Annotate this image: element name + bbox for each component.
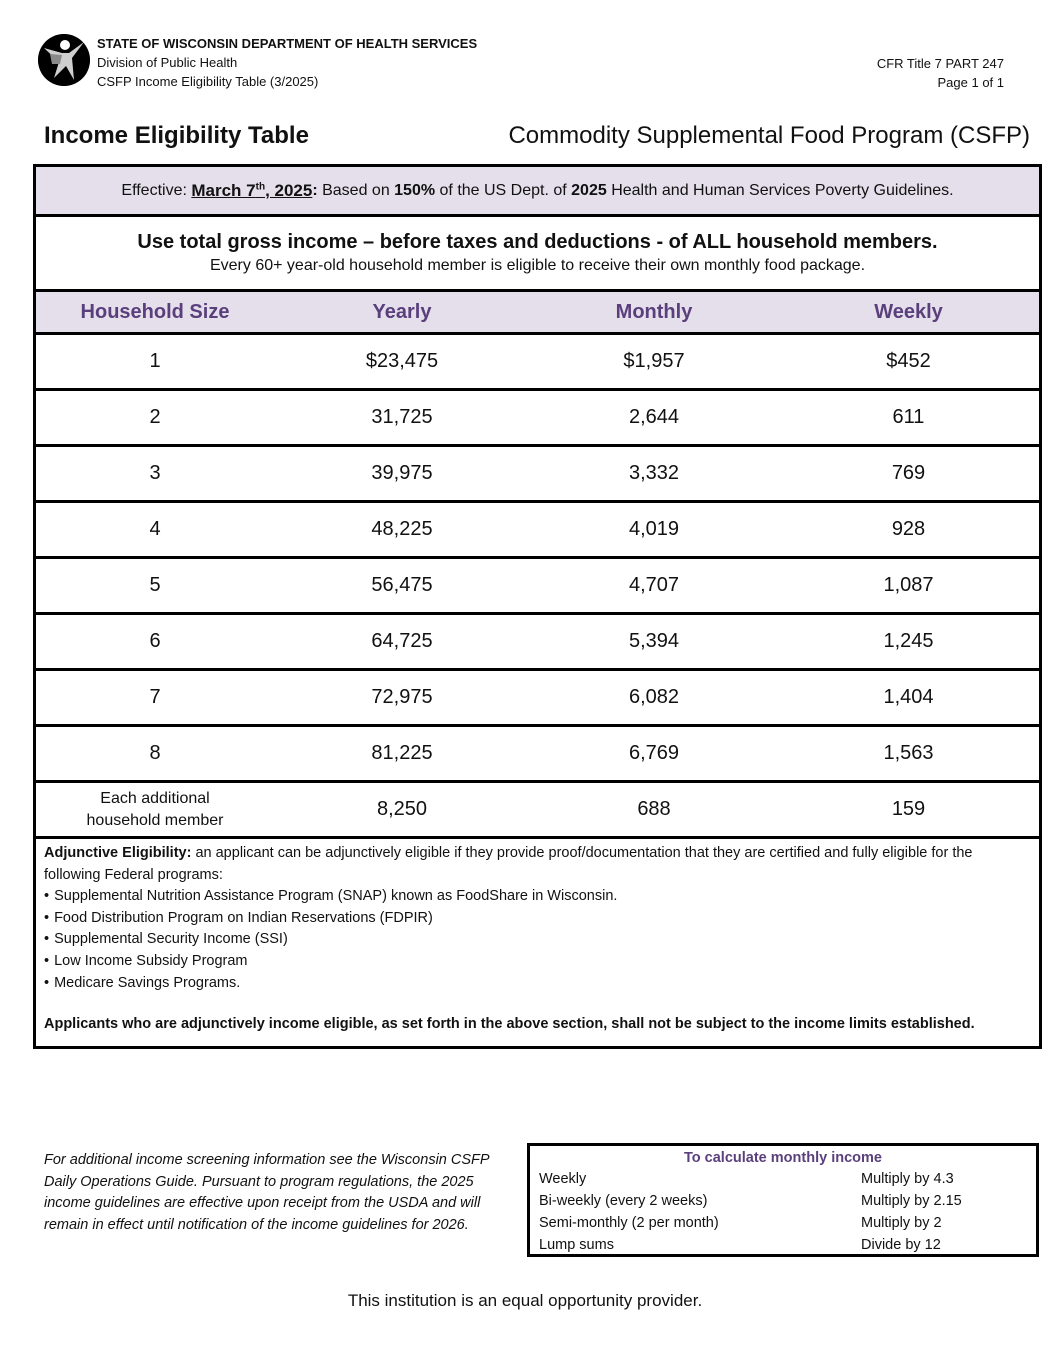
yearly-cell: 81,225 bbox=[371, 742, 433, 764]
equal-opportunity-statement: This institution is an equal opportunity provider. bbox=[347, 1291, 703, 1310]
pay-frequency: Bi-weekly (every 2 weeks) bbox=[539, 1193, 708, 1209]
monthly-cell: 4,707 bbox=[628, 574, 680, 596]
yearly-cell: 39,975 bbox=[371, 462, 433, 484]
column-header-yearly: Yearly bbox=[372, 300, 432, 323]
program-list-item: • Food Distribution Program on Indian Reservations (FDPIR) bbox=[44, 908, 1031, 930]
household-size-cell: 1 bbox=[149, 350, 161, 372]
household-size-cell: 5 bbox=[149, 574, 161, 596]
weekly-cell: 1,245 bbox=[883, 630, 934, 652]
cfr-reference: CFR Title 7 PART 247 bbox=[876, 56, 1004, 71]
table-row bbox=[36, 559, 1039, 615]
conversion-rule: Multiply by 2 bbox=[861, 1215, 942, 1231]
document-header bbox=[38, 34, 1008, 98]
effective-label: Effective: bbox=[121, 181, 187, 199]
monthly-cell: 3,332 bbox=[628, 462, 680, 484]
column-header-household-size: Household Size bbox=[80, 300, 230, 323]
monthly-cell: $1,957 bbox=[623, 350, 685, 372]
gross-income-instructions bbox=[36, 217, 1039, 292]
column-header-weekly: Weekly bbox=[874, 300, 943, 323]
conversion-rule: Multiply by 4.3 bbox=[861, 1171, 954, 1187]
org-name: STATE OF WISCONSIN DEPARTMENT OF HEALTH SERVICES bbox=[97, 36, 478, 51]
household-size-cell: 3 bbox=[149, 462, 161, 484]
monthly-cell: 6,769 bbox=[628, 742, 680, 764]
weekly-cell: 1,087 bbox=[883, 574, 934, 596]
yearly-cell: 31,725 bbox=[371, 406, 433, 428]
table-row bbox=[36, 671, 1039, 727]
program-list-item: • Supplemental Nutrition Assistance Program (SNAP) known as FoodShare in Wisconsin. bbox=[44, 886, 1031, 908]
adjunctive-eligibility-section bbox=[36, 839, 1039, 1046]
gross-income-rule: Use total gross income – before taxes and deductions - of ALL household members. bbox=[137, 231, 938, 253]
table-row bbox=[36, 615, 1039, 671]
program-list-item: • Supplemental Security Income (SSI) bbox=[44, 929, 1031, 951]
table-row bbox=[36, 335, 1039, 391]
column-header-monthly: Monthly bbox=[615, 300, 693, 323]
monthly-cell: 5,394 bbox=[628, 630, 680, 652]
household-size-cell: 4 bbox=[149, 518, 161, 540]
age-eligibility-note: Every 60+ year-old household member is eligible to receive their own monthly food package. bbox=[209, 257, 866, 274]
weekly-cell: 1,563 bbox=[883, 742, 934, 764]
program-list-item: • Medicare Savings Programs. bbox=[44, 973, 1031, 995]
conversion-rule: Divide by 12 bbox=[861, 1237, 941, 1253]
household-size-cell: 7 bbox=[149, 686, 161, 708]
title-row bbox=[44, 122, 1030, 156]
program-list bbox=[44, 886, 1031, 994]
household-size-cell: 6 bbox=[149, 630, 161, 652]
calculator-row bbox=[530, 1234, 1036, 1256]
household-size-cell: 8 bbox=[149, 742, 161, 764]
yearly-cell: $23,475 bbox=[365, 350, 439, 372]
weekly-cell: 611 bbox=[892, 406, 925, 428]
yearly-cell: 8,250 bbox=[376, 798, 428, 820]
weekly-cell: 769 bbox=[891, 462, 926, 484]
table-row bbox=[36, 503, 1039, 559]
yearly-cell: 64,725 bbox=[371, 630, 433, 652]
weekly-cell: 159 bbox=[891, 798, 926, 820]
table-row bbox=[36, 727, 1039, 783]
effective-date: March 7th, 2025 bbox=[191, 180, 313, 200]
monthly-cell: 4,019 bbox=[628, 518, 680, 540]
guideline-year: 2025 bbox=[571, 181, 607, 199]
pay-frequency: Weekly bbox=[539, 1171, 587, 1187]
weekly-cell: 928 bbox=[891, 518, 926, 540]
eligibility-table-box bbox=[33, 164, 1042, 1049]
pay-frequency: Semi-monthly (2 per month) bbox=[539, 1215, 719, 1231]
adjunctive-note: Applicants who are adjunctively income eligible, as set forth in the above section, shall not be subject to the income limits established. bbox=[44, 1016, 975, 1033]
table-row bbox=[36, 391, 1039, 447]
weekly-cell: 1,404 bbox=[883, 686, 934, 708]
calculator-row bbox=[530, 1168, 1036, 1190]
screening-note: For additional income screening information see the Wisconsin CSFP Daily Operations Guide. Pursuant to program regulations, the 2025 income guidelines are effective upon receipt from the USDA and will remain in effect until notification of the income guidelines for 2026. bbox=[44, 1152, 490, 1233]
calculator-title: To calculate monthly income bbox=[684, 1150, 882, 1166]
adjunctive-heading: Adjunctive Eligibility: bbox=[44, 845, 192, 861]
effective-banner: Effective: March 7th, 2025 : Based on 150% of the US Dept. of 2025 Health and Human Services Poverty Guidelines. bbox=[36, 167, 1039, 217]
monthly-income-calculator-box bbox=[527, 1143, 1039, 1257]
yearly-cell: 48,225 bbox=[371, 518, 433, 540]
household-size-cell: Each additional household member bbox=[86, 789, 224, 829]
weekly-cell: $452 bbox=[886, 350, 931, 372]
household-size-cell: 2 bbox=[149, 406, 161, 428]
poverty-percent: 150% bbox=[394, 181, 436, 199]
document-name: CSFP Income Eligibility Table (3/2025) bbox=[97, 74, 319, 89]
wisconsin-dhs-logo-icon bbox=[38, 34, 90, 86]
table-row bbox=[36, 447, 1039, 503]
calculator-row bbox=[530, 1212, 1036, 1234]
program-title: Commodity Supplemental Food Program (CSFP) bbox=[508, 122, 1030, 149]
monthly-cell: 688 bbox=[637, 798, 671, 820]
pay-frequency: Lump sums bbox=[539, 1237, 614, 1253]
monthly-cell: 6,082 bbox=[628, 686, 680, 708]
yearly-cell: 56,475 bbox=[371, 574, 433, 596]
adjunctive-intro: an applicant can be adjunctively eligible if they provide proof/documentation that they are certified and fully eligible for the following Federal programs: bbox=[44, 845, 973, 883]
page-number: Page 1 of 1 bbox=[937, 75, 1004, 90]
calculator-row bbox=[530, 1190, 1036, 1212]
program-list-item: • Low Income Subsidy Program bbox=[44, 951, 1031, 973]
division-name: Division of Public Health bbox=[97, 55, 238, 70]
page-title: Income Eligibility Table bbox=[44, 122, 309, 149]
table-header bbox=[36, 292, 1039, 335]
table-row-additional-member bbox=[36, 783, 1039, 839]
monthly-cell: 2,644 bbox=[628, 406, 680, 428]
conversion-rule: Multiply by 2.15 bbox=[861, 1193, 962, 1209]
yearly-cell: 72,975 bbox=[371, 686, 433, 708]
